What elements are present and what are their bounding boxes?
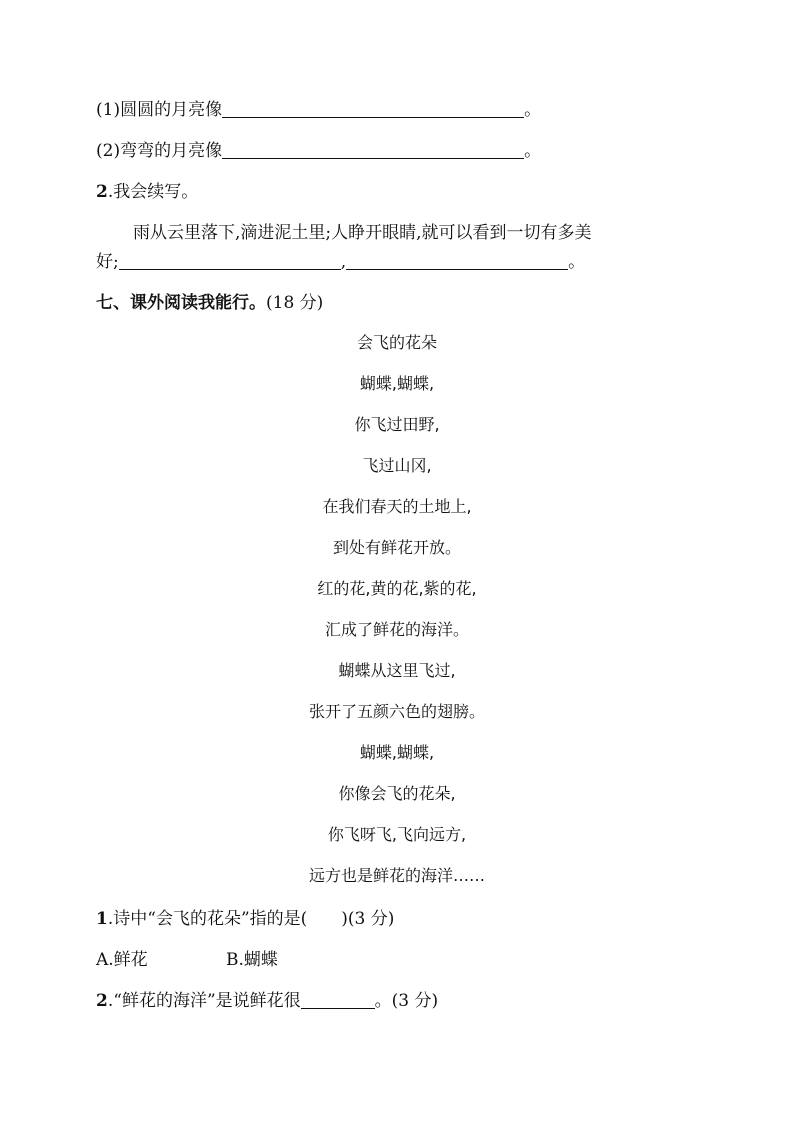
answer-blank-3[interactable] <box>119 253 341 270</box>
poem-line: 你像会飞的花朵, <box>338 784 456 803</box>
paragraph-prefix: 好; <box>96 252 119 272</box>
poem-line: 蝴蝶,蝴蝶, <box>359 374 435 393</box>
paragraph-end: 。 <box>568 252 586 272</box>
poem-line: 你飞呀飞,飞向远方, <box>327 825 467 844</box>
reading-question-2-text: .“鲜花的海洋”是说鲜花很 <box>107 991 301 1011</box>
reading-question-1 <box>96 908 394 930</box>
moon-item-1 <box>96 99 541 121</box>
poem-line: 张开了五颜六色的翅膀。 <box>308 702 485 721</box>
answer-blank-2[interactable] <box>222 142 524 159</box>
reading-question-1-number: 1 <box>96 909 108 929</box>
moon-item-2 <box>96 140 541 162</box>
reading-question-2-end: 。(3 分) <box>374 991 439 1011</box>
paragraph-comma: , <box>340 252 347 272</box>
option-b[interactable]: B.蝴蝶 <box>226 950 278 970</box>
section-7-points: (18 分) <box>266 293 324 313</box>
reading-question-2 <box>96 990 438 1012</box>
answer-blank-1[interactable] <box>222 101 524 118</box>
moon-item-1-end: 。 <box>524 100 542 120</box>
poem-line: 蝴蝶,蝴蝶, <box>359 743 435 762</box>
reading-question-1-text: .诗中“会飞的花朵”指的是( )(3 分) <box>107 909 395 929</box>
option-a[interactable]: A.鲜花 <box>96 950 148 970</box>
question-2-heading <box>96 181 198 203</box>
poem-line: 汇成了鲜花的海洋。 <box>324 620 469 639</box>
poem-title: 会飞的花朵 <box>356 333 437 352</box>
poem-line: 蝴蝶从这里飞过, <box>338 661 456 680</box>
poem-line: 到处有鲜花开放。 <box>332 538 461 557</box>
moon-item-2-text: (2)弯弯的月亮像 <box>96 141 223 161</box>
poem-line: 飞过山冈, <box>362 456 432 475</box>
answer-blank-5[interactable] <box>301 992 375 1009</box>
question-2-paragraph-line-1: 雨从云里落下,滴进泥土里;人睁开眼睛,就可以看到一切有多美 <box>133 223 592 243</box>
question-2-paragraph-line-2 <box>96 251 585 273</box>
moon-item-2-end: 。 <box>524 141 542 161</box>
question-2-number: 2 <box>96 182 108 202</box>
answer-blank-4[interactable] <box>346 253 568 270</box>
poem-line: 在我们春天的土地上, <box>322 497 472 516</box>
moon-item-1-text: (1)圆圆的月亮像 <box>96 100 223 120</box>
section-7-title: 七、课外阅读我能行。 <box>96 293 266 313</box>
section-7-heading <box>96 292 323 314</box>
reading-question-2-number: 2 <box>96 991 108 1011</box>
poem-line: 红的花,黄的花,紫的花, <box>317 579 477 598</box>
poem-line: 你飞过田野, <box>354 415 440 434</box>
poem-line: 远方也是鲜花的海洋…… <box>308 866 485 885</box>
question-2-title: .我会续写。 <box>107 182 199 202</box>
